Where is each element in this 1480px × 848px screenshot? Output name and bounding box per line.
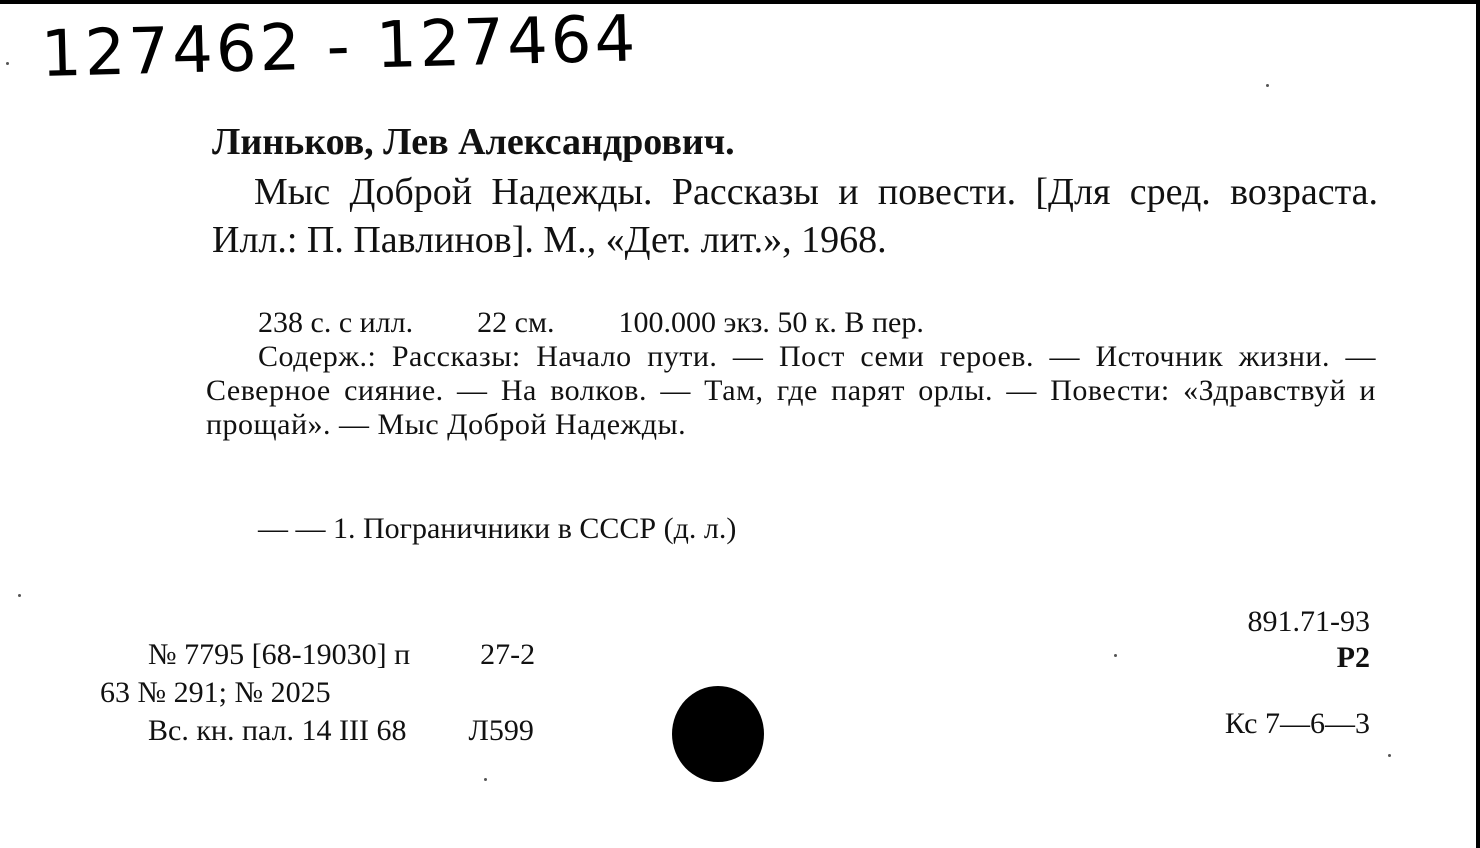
speck	[1114, 654, 1117, 657]
contents-note: Содерж.: Рассказы: Начало пути. — Пост семи героев. — Источник жизни. — Северное сияние. — На волков. — Там, где парят орлы. — Повести: «Здравствуй и прощай». — Мыс Доброй Надежды.	[206, 340, 1376, 441]
author-mark: Р2	[1336, 641, 1370, 674]
subject-heading: — — 1. Пограничники в СССР (д. л.)	[258, 512, 737, 545]
physical-description	[258, 306, 924, 340]
chamber-date: Вс. кн. пал. 14 III 68	[148, 714, 407, 747]
imprint-codes	[100, 636, 535, 750]
speck	[6, 62, 9, 65]
catalog-code: Кс 7—6—3	[1224, 707, 1370, 740]
handwritten-number: 127462 - 127464	[40, 2, 640, 92]
speck	[484, 778, 487, 781]
author-heading: Линьков, Лев Александрович.	[212, 121, 735, 163]
imprint-line-1	[100, 636, 535, 674]
speck	[1266, 84, 1269, 87]
chamber-code: Л599	[468, 714, 534, 747]
classification-block	[1225, 604, 1370, 742]
punch-hole	[672, 686, 764, 782]
imprint-line-2: 63 № 291; № 2025	[100, 676, 331, 709]
order-code: 27-2	[480, 638, 536, 671]
print-run-info: 100.000 экз. 50 к. В пер.	[618, 306, 924, 339]
imprint-line-3	[100, 712, 535, 750]
speck	[1388, 754, 1391, 757]
classification-number: 891.71-93	[1247, 605, 1370, 638]
order-number: № 7795 [68-19030] п	[148, 638, 411, 671]
speck	[18, 594, 21, 597]
size-info: 22 см.	[477, 306, 555, 339]
title-description: Мыс Доброй Надежды. Рассказы и повести. [Для сред. возраста. Илл.: П. Павлинов]. М., «Дет. лит.», 1968.	[212, 171, 1378, 261]
pages-info: 238 с. с илл.	[258, 306, 414, 339]
